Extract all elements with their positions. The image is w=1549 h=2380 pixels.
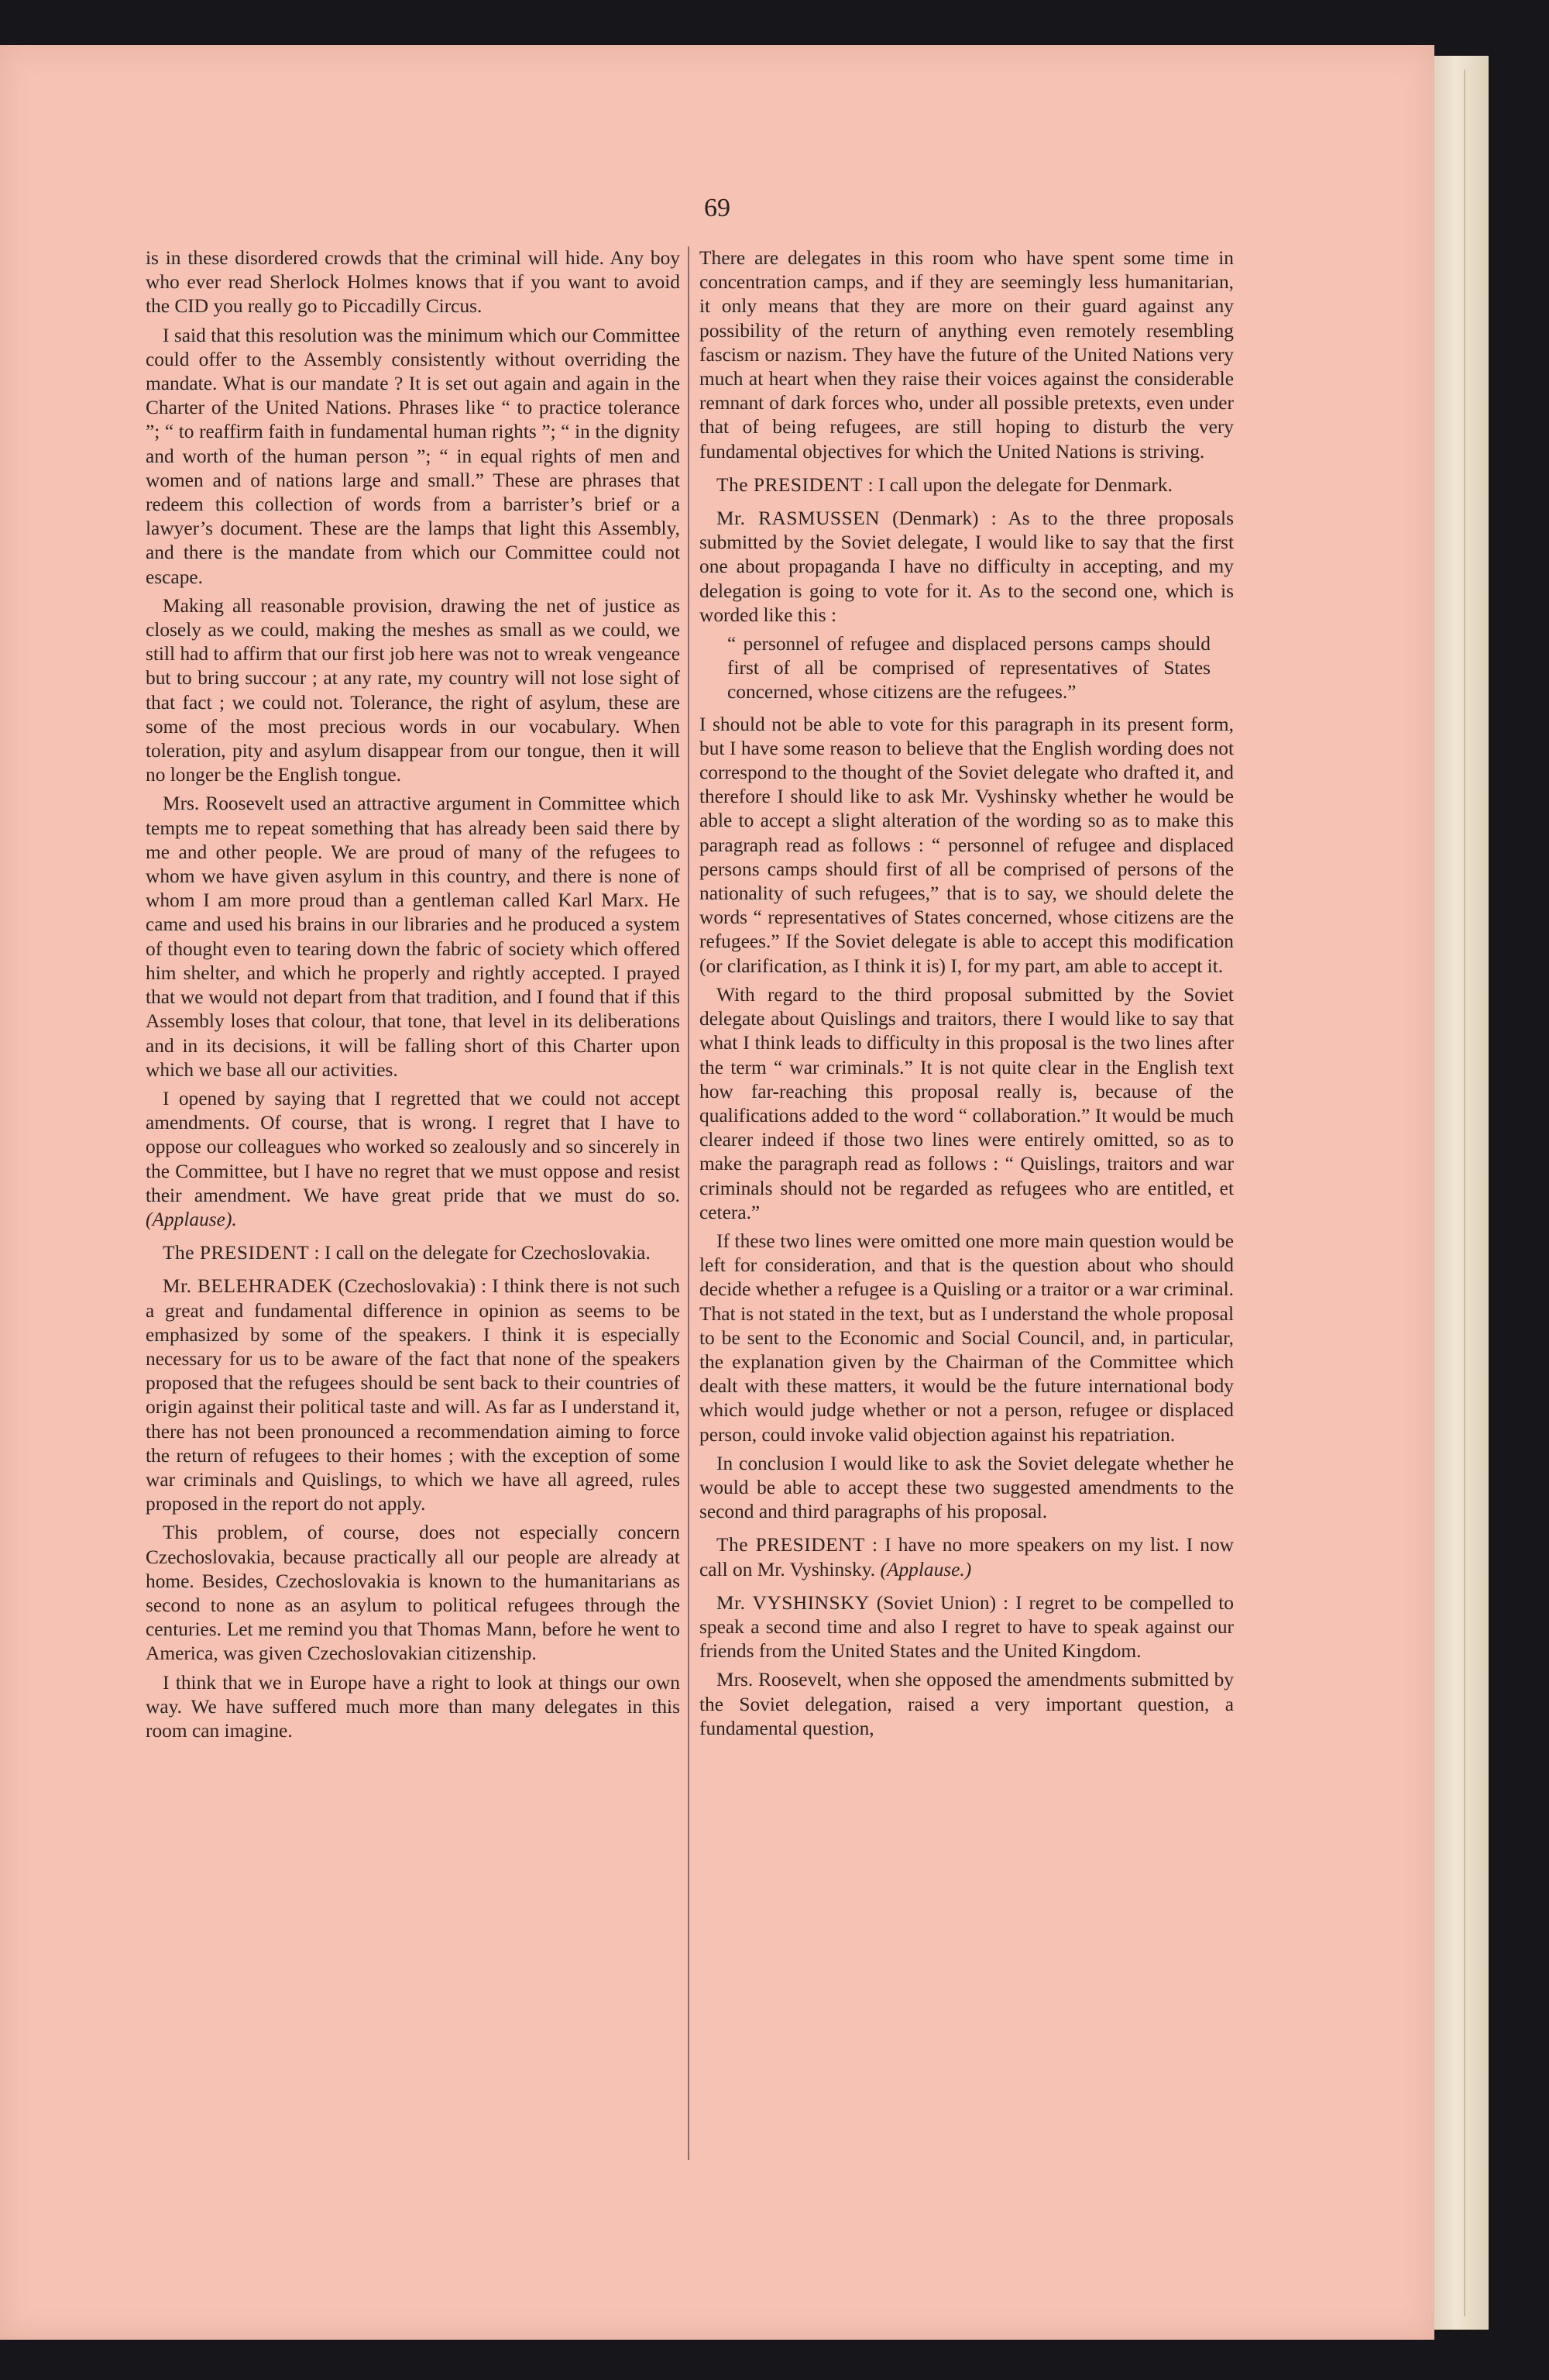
paragraph xyxy=(146,1521,680,1666)
paragraph xyxy=(699,473,1234,497)
speaker-name: The PRESIDENT xyxy=(163,1242,310,1264)
paragraph-text: I should not be able to vote for this paragraph in its present form, but I have some reason to believe that the English wording does not correspond to the thought of the Soviet delegate who drafted it, and therefore I should like to ask Mr. Vyshinsky whether he would be able to accept a slight alteration of the wording so as to make this paragraph read as follows : “ personnel of refugee and displaced persons camps should first of all be comprised of persons of the nationality of such refugees,” that is to say, we should delete the words “ representatives of States concerned, whose citizens are the refugees.” If the Soviet delegate is able to accept this modification (or clarification, as I think it is) I, for my part, am able to accept it. xyxy=(699,713,1234,977)
paragraph-text: : I call upon the delegate for Denmark. xyxy=(863,473,1173,496)
speaker-name: Mr. RASMUSSEN xyxy=(716,507,880,530)
paragraph-text: Mrs. Roosevelt used an attractive argument in Committee which tempts me to repeat something that has already been said there by me and other people. We are proud of many of the refugees to whom we have given asylum in this country, and there is none of whom I am more proud than a gentleman called Karl Marx. He came and used his brains in our libraries and he produced a system of thought even to tearing down the fabric of society which offered him shelter, and which he properly and rightly accepted. I prayed that we would not depart from that tradition, and I found that if this Assembly loses that colour, that tone, that level in its deliberations and in its decisions, it will be falling short of this Charter upon which we base all our activities. xyxy=(146,793,680,1081)
paragraph xyxy=(146,1274,680,1516)
paragraph xyxy=(699,507,1234,628)
paragraph xyxy=(146,246,680,319)
paragraph xyxy=(146,1241,680,1265)
paragraph xyxy=(699,1591,1234,1664)
paragraph-text: This problem, of course, does not especially concern Czechoslovakia, because practically all our people are already at home. Besides, Czechoslovakia is known to the humanitarians as second to none as an asylum to political refugees through the centuries. Let me remind you that Thomas Mann, before he went to America, was given Czechoslovakian citizenship. xyxy=(146,1522,680,1665)
paragraph-text: : I have no more speakers on my list. I now call on Mr. Vyshinsky. xyxy=(699,1534,1234,1580)
paragraph-text: With regard to the third proposal submitted by the Soviet delegate about Quislings and traitors, there I would like to say that what I think leads to difficulty in this proposal is the two lines after the term “ war criminals.” It is not quite clear in the English text how far-reaching this proposal really is, because of the qualifications added to the word “ collaboration.” It would be much clearer indeed if those two lines were entirely omitted, so as to make the paragraph read as follows : “ Quislings, traitors and war criminals should not be regarded as refugees who are entitled, et cetera.” xyxy=(699,983,1234,1223)
column-divider xyxy=(688,246,689,2160)
paragraph xyxy=(146,792,680,1082)
paragraph xyxy=(699,713,1234,978)
paragraph xyxy=(146,1671,680,1744)
paragraph-text: “ personnel of refugee and displaced persons camps should first of all be comprised of representatives of States concerned, whose citizens are the refugees.” xyxy=(727,633,1211,703)
paragraph-text: is in these disordered crowds that the criminal will hide. Any boy who ever read Sherlock Holmes knows that if you want to avoid the CID you really go to Piccadilly Circus. xyxy=(146,247,680,318)
paragraph-text: Mrs. Roosevelt, when she opposed the amendments submitted by the Soviet delegation, raised a very important question, a fundamental question, xyxy=(699,1669,1234,1739)
block-quote xyxy=(699,632,1234,705)
speaker-name: Mr. VYSHINSKY xyxy=(716,1591,870,1614)
paragraph-text: (Denmark) : As to the three proposals submitted by the Soviet delegate, I would like to say that the first one about propaganda I have no difficulty in accepting, and my delegation is going to vote for it. As to the second one, which is worded like this : xyxy=(699,507,1234,626)
paragraph-text: : I call on the delegate for Czechoslovakia. xyxy=(309,1242,651,1264)
paragraph-text: (Czechoslovakia) : I think there is not such a great and fundamental difference in opinion as seems to be emphasized by some of the speakers. I think it is especially necessary for us to be aware of the fact that none of the speakers proposed that the refugees should be sent back to their countries of origin against their political taste and will. As far as I understand it, there has not been pronounced a recommendation aiming to force the return of refugees to their homes ; with the exception of some war criminals and Quislings, to which we have all agreed, rules proposed in the report do not apply. xyxy=(146,1275,680,1515)
page-edge xyxy=(1434,56,1489,2330)
paragraph xyxy=(699,246,1234,464)
paragraph-text: In conclusion I would like to ask the Soviet delegate whether he would be able to accept these two suggested amendments to the second and third paragraphs of his proposal. xyxy=(699,1452,1234,1523)
paragraph xyxy=(699,1668,1234,1741)
left-column xyxy=(146,246,680,2168)
paragraph-text: I said that this resolution was the minimum which our Committee could offer to the Assembly consistently without overriding the mandate. What is our mandate ? It is set out again and again in the Charter of the United Nations. Phrases like “ to practice tolerance ”; “ to reaffirm faith in fundamental human rights ”; “ in the dignity and worth of the human person ”; “ in equal rights of men and women and of nations large and small.” These are phrases that redeem this collection of words from a barrister’s brief or a lawyer’s document. These are the lamps that light this Assembly, and there is the mandate from which our Committee could not escape. xyxy=(146,324,680,588)
applause-note: (Applause). xyxy=(146,1208,237,1230)
paragraph xyxy=(699,1230,1234,1447)
applause-note: (Applause.) xyxy=(880,1558,972,1580)
paragraph xyxy=(146,324,680,590)
page-number: 69 xyxy=(704,194,730,222)
page-edge-line xyxy=(1464,70,1465,2316)
paragraph-text: If these two lines were omitted one more main question would be left for consideration, and that is the question about who should decide whether a refugee is a Quisling or a traitor or a war criminal. That is not stated in the text, but as I understand the whole proposal to be sent to the Economic and Social Council, and, in particular, the explanation given by the Chairman of the Committee which dealt with these matters, it would be the future international body which would judge whether or not a person, refugee or displaced person, could invoke valid objection against his repatriation. xyxy=(699,1230,1234,1446)
speaker-name: Mr. BELEHRADEK xyxy=(163,1275,333,1298)
paragraph-text: There are delegates in this room who have spent some time in concentration camps, and if they are seemingly less humanitarian, it only means that they are more on their guard against any possibility of the return of anything even remotely resembling fascism or nazism. They have the future of the United Nations very much at heart when they raise their voices against the considerable remnant of dark forces who, under all possible pretexts, even under that of being refugees, are still hoping to disturb the very fundamental objectives for which the United Nations is striving. xyxy=(699,247,1234,463)
paragraph xyxy=(699,1452,1234,1525)
paragraph-text: Making all reasonable provision, drawing the net of justice as closely as we could, making the meshes as small as we could, we still had to affirm that our first job here was not to wreak vengeance but to bring succour ; at any rate, my country will not lose sight of that fact ; we could not. Tolerance, the right of asylum, these are some of the most precious words in our vocabulary. When toleration, pity and asylum disappear from our tongue, then it will no longer be the English tongue. xyxy=(146,594,680,786)
paragraph xyxy=(699,1533,1234,1581)
paragraph xyxy=(146,594,680,788)
paragraph-text: I think that we in Europe have a right to look at things our own way. We have suffered much more than many delegates in this room can imagine. xyxy=(146,1671,680,1742)
paragraph xyxy=(146,1087,680,1232)
speaker-name: The PRESIDENT xyxy=(716,473,864,496)
speaker-name: The PRESIDENT xyxy=(716,1534,865,1556)
right-column xyxy=(699,246,1234,2168)
paragraph-text: (Soviet Union) : I regret to be compelled to speak a second time and also I regret to have to speak against our friends from the United States and the United Kingdom. xyxy=(699,1591,1234,1663)
paragraph xyxy=(699,983,1234,1225)
paragraph-text: I opened by saying that I regretted that we could not accept amendments. Of course, that is wrong. I regret that I have to oppose our colleagues who worked so zealously and so sincerely in the Committee, but I have no regret that we must oppose and resist their amendment. We have great pride that we must do so. xyxy=(146,1087,680,1206)
